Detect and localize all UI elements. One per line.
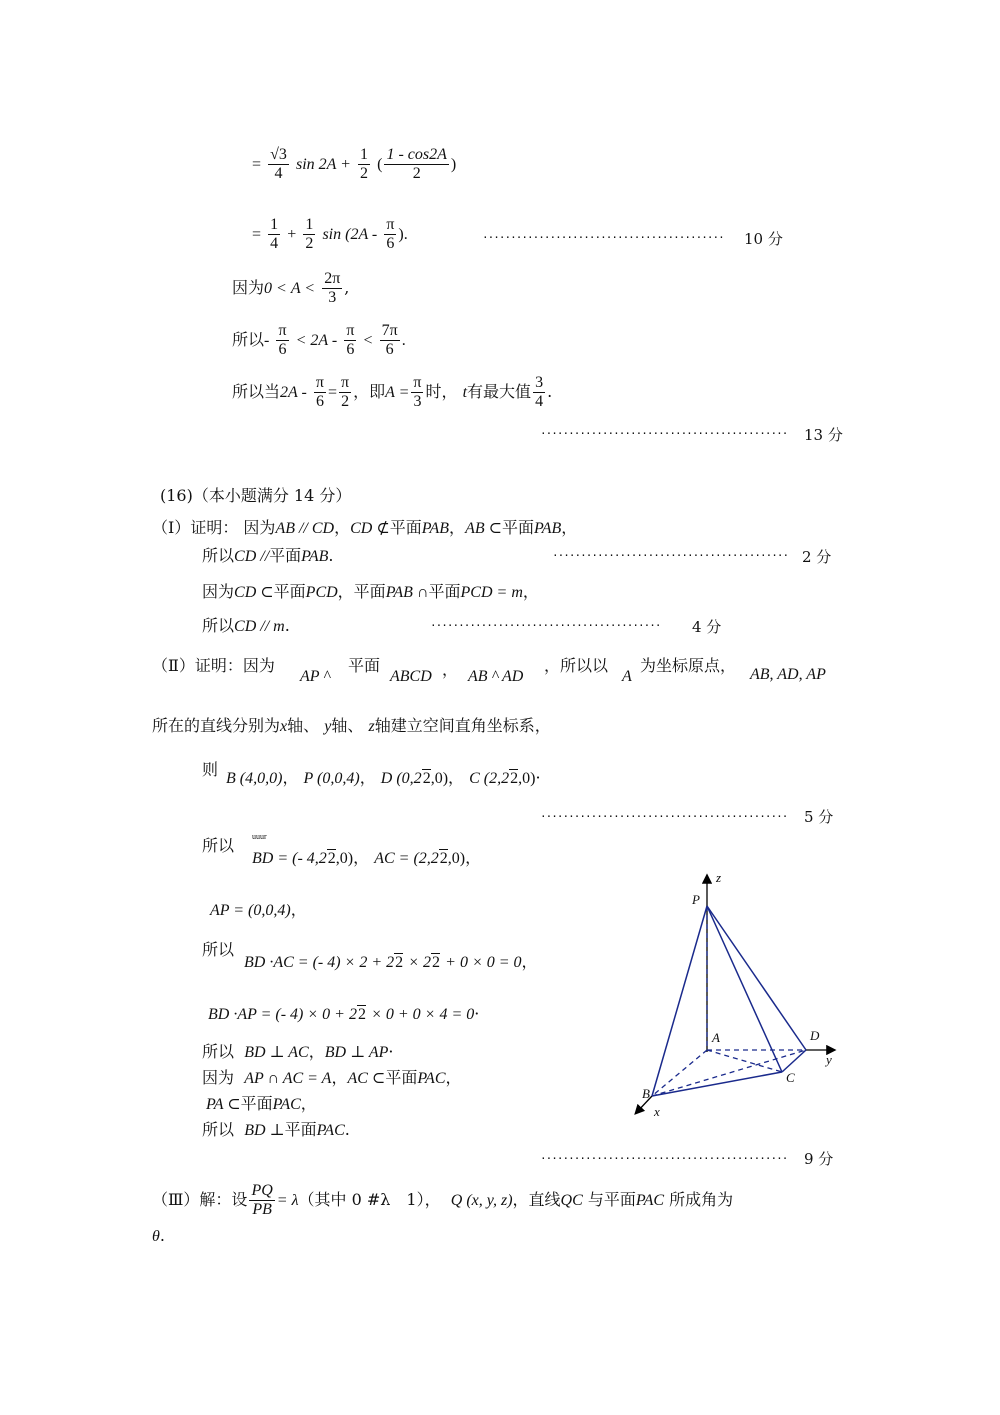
- edge-PB: [652, 906, 707, 1096]
- score-dots: ············································: [540, 427, 788, 440]
- label-y: y: [826, 1052, 832, 1067]
- eq-line-5: 所以当2A - $\frac{\pi}{6}$ = $\frac{\pi}{2}$ ，即A = $\frac{\pi}{3}$ 时， t有最大值 $\frac{3}{4}$ .: [232, 374, 553, 410]
- vector-line-2: AP = (0,0,4)，: [210, 900, 307, 919]
- dot-product-1: BD ·AC = (- 4) × 2 + 22 × 22 + 0 × 0 = 0，: [244, 952, 538, 971]
- coordinates-line: B (4,0,0)， P (0,0,4)， D (0,22,0)， C (2,22,0)·: [226, 768, 541, 787]
- score-9: 9 分: [804, 1150, 834, 1168]
- question-16-header: (16)（本小题满分 14 分）: [160, 486, 352, 505]
- score-4: 4 分: [692, 618, 722, 636]
- label-z: z: [716, 870, 722, 885]
- label-x: x: [654, 1104, 660, 1119]
- eq-line-2: = $\frac{1}{4}$ + $\frac{1}{2}$ sin (2A - $\frac{\pi}{6}$ ).: [252, 216, 408, 252]
- edge-PC: [707, 906, 782, 1072]
- part-2-line-2: 所在的直线分别为x轴、 y轴、 z轴建立空间直角坐标系，: [152, 716, 551, 735]
- pa-line: PA ⊂平面PAC，: [206, 1094, 317, 1113]
- eq-line-1: = $\frac{√3}{4}$ sin 2A + $\frac{1}{2}$ ( $\frac{1 - \cos 2A}{2}$ ): [252, 146, 457, 182]
- score-2: 2 分: [802, 548, 832, 566]
- score-dots: ············································: [540, 810, 788, 823]
- score-dots: ············································: [540, 1152, 788, 1165]
- because-line: 因为 AP ∩ AC = A，AC ⊂平面PAC，: [202, 1068, 462, 1087]
- fraction: $\frac{√3}{4}$: [270, 146, 287, 182]
- score-5: 5 分: [804, 808, 834, 826]
- score-dots: ·········································: [430, 619, 661, 632]
- part-3-line-2: θ.: [152, 1226, 165, 1245]
- part-1-line-1: （Ⅰ）证明： 因为AB // CD，CD ⊄平面PAB，AB ⊂平面PAB，: [152, 518, 578, 537]
- eq-line-3: 因为0 < A < $\frac{2\pi}{3}$ ,: [232, 270, 350, 306]
- score-10: 10 分: [744, 230, 783, 248]
- label-D: D: [810, 1028, 820, 1043]
- score-dots: ··········································: [552, 549, 789, 562]
- dot-product-2: BD ·AP = (- 4) × 0 + 22 × 0 + 0 × 4 = 0·: [208, 1004, 480, 1023]
- perp-line: 所以 BD ⊥ AC，BD ⊥ AP·: [202, 1042, 394, 1061]
- edge-BC: [652, 1072, 782, 1096]
- part-1-line-3: 因为CD ⊂平面PCD，平面PAB ∩平面PCD = m，: [202, 582, 539, 601]
- edge-PD: [707, 906, 806, 1050]
- eq-line-4: 所以- $\frac{\pi}{6}$ < 2A - $\frac{\pi}{6}$ < $\frac{7\pi}{6}$ .: [232, 322, 406, 358]
- fraction: $\frac{1}{2}$: [360, 146, 369, 182]
- edge-AC: [707, 1050, 782, 1072]
- fraction: $\frac{1 - \cos 2A}{2}$: [386, 146, 447, 182]
- edge-BD: [652, 1050, 806, 1096]
- part-3-line-1: （Ⅲ）解：设 $\frac{PQ}{PB}$ = λ（其中 0 #λ 1）， Q (x, y, z)，直线QC 与平面PAC 所成角为: [152, 1182, 734, 1218]
- part-2-line-1: （Ⅱ）证明：因为: [152, 656, 275, 675]
- part-1-line-4: 所以CD // m.: [202, 616, 290, 635]
- score-13: 13 分: [804, 426, 843, 444]
- score-dots: ···········································: [482, 231, 724, 244]
- pyramid-figure: [620, 868, 860, 1128]
- edge-AB: [652, 1050, 707, 1096]
- conclusion-line: 所以 BD ⊥平面PAC.: [202, 1120, 350, 1139]
- label-C: C: [786, 1070, 795, 1085]
- vector-line-1: BD = (- 4,22,0)， AC = (2,22,0)，: [252, 848, 482, 867]
- label-A: A: [712, 1030, 720, 1045]
- label-B: B: [642, 1086, 650, 1101]
- part-1-line-2: 所以CD //平面PAB.: [202, 546, 334, 565]
- label-P: P: [692, 892, 700, 907]
